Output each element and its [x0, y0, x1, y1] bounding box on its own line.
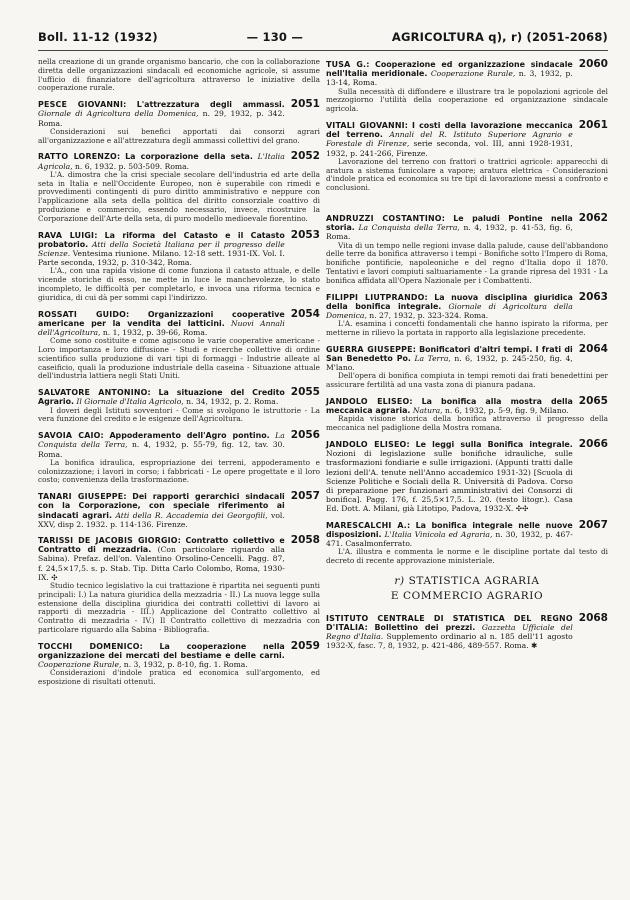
- entry-heading: [326, 60, 608, 88]
- bibliography-entry: [38, 100, 320, 145]
- entry-number: 2064: [578, 342, 608, 355]
- entry-details: vol. XXV, disp 2. 1932. p. 114-136. Firenze.: [38, 510, 285, 529]
- entry-number: 2068: [578, 611, 608, 624]
- entry-number: 2063: [578, 290, 608, 303]
- entry-heading: [38, 388, 320, 406]
- entry-author: TUSA G.:: [326, 60, 370, 69]
- entry-number: 2051: [290, 98, 320, 111]
- entry-citation: [326, 397, 573, 415]
- bibliography-entry: [326, 518, 608, 566]
- entry-details: (Con particolare riguardo alla Sabina). Prefaz. dell'on. Valentino Orsolino-Cencelli. Pagg. 87, f. 24,5×17,5. s. p. Stab. Tip. Ditta Carlo Colombo, Roma, 1930-IX. ✣: [38, 545, 285, 582]
- entry-details: Ventesima riunione. Milano. 12-18 sett. 1931-IX. Vol. I. Parte seconda, 1932, p. 310-342, Roma.: [38, 248, 285, 268]
- entry-title: Le leggi sulla Bonifica integrale.: [415, 440, 573, 449]
- right-entries-top: [326, 60, 608, 193]
- entry-title: Contratto collettivo e Contratto di mezzadria.: [38, 535, 285, 555]
- entry-citation: [38, 231, 285, 268]
- entry-details: n. 6, 1932. p. 503-509. Roma.: [75, 161, 190, 171]
- entry-author: RAVA LUIGI:: [38, 230, 98, 240]
- entry-citation: [38, 152, 285, 170]
- entry-abstract: Vita di un tempo nelle regioni invase dalla palude, cause dell'abbandono delle terre da bonifica attraverso i tempi - Bonifiche sotto l'Impero di Roma, bonifiche pontificie, napoleoniche e del regno d'Italia dopo il 1870. Tentativi e lavori compiuti saltuariamente - La grande ripresa del 1931 - La bonifica affidata all'Opera Nazionale per i Combattenti.: [326, 240, 608, 285]
- entry-abstract: Considerazioni sui benefici apportati dai consorzi agrari all'organizzazione e all'attrezzatura degli ammassi collettivi del grano.: [38, 126, 320, 145]
- entry-heading: [38, 533, 320, 582]
- entry-details: n. 1, 1932, p. 39-66, Roma.: [102, 327, 208, 337]
- left-entries: [38, 100, 320, 687]
- entry-heading: [38, 639, 320, 670]
- left-column: [38, 58, 320, 694]
- entry-title: L'attrezzatura degli ammassi.: [136, 100, 285, 110]
- entry-author: JANDOLO ELISEO:: [326, 440, 410, 449]
- bibliography-entry: [38, 492, 320, 529]
- entry-abstract: Rapida visione storica della bonifica attraverso il progresso della meccanica nel padiglione della Mostra romana.: [326, 414, 608, 433]
- entry-source: Annali del R. Istituto Superiore Agrario e Forestale di Firenze,: [326, 130, 573, 149]
- entry-author: GUERRA GIUSEPPE:: [326, 344, 417, 354]
- entry-title: La cooperazione nella organizzazione dei mercati del bestiame e delle carni.: [38, 641, 285, 660]
- entry-title: La nuova disciplina giuridica della bonifica integrale.: [326, 292, 573, 311]
- right-column: [326, 60, 608, 694]
- entry-author: RATTO LORENZO:: [38, 152, 121, 162]
- entry-number: 2066: [578, 438, 608, 450]
- entry-citation: [38, 431, 285, 459]
- entry-title: La situazione del Credito Agrario.: [38, 388, 285, 407]
- entry-number: 2060: [578, 58, 608, 70]
- entry-citation: [38, 388, 285, 406]
- entry-author: JANDOLO ELISEO:: [326, 397, 413, 406]
- entry-details: serie seconda, vol. III, anni 1928-1931, 1932, p. 241-266, Firenze.: [326, 139, 573, 158]
- entry-source: L'Italia Agricola,: [38, 152, 285, 171]
- bibliography-entry: [326, 60, 608, 114]
- columns: [38, 57, 608, 694]
- entry-author: ROSSATI GUIDO:: [38, 309, 130, 319]
- entry-citation: [38, 310, 285, 338]
- entry-number: 2065: [578, 395, 608, 407]
- entry-citation: [326, 60, 573, 88]
- bibliography-entry: [326, 290, 608, 338]
- bibliography-entry: [326, 342, 608, 390]
- entry-details: n. 30, 1932, p. 467-471. Casalmonferrato.: [326, 529, 573, 549]
- column-gap: [326, 200, 608, 214]
- entry-number: 2067: [578, 518, 608, 531]
- entry-heading: [326, 611, 608, 651]
- entry-details: Nozioni di legislazione sulle bonifiche idrauliche, sulle trasformazioni fondiarie e sulle irrigazioni. (Appunti tratti dalle lezioni dell'A. tenute nell'Anno accademico 1931-32) [Scuola di Scienze Politiche e Sociali della R. Università di Padova. Corso di preparazione per funzionari amministrativi dei Consorzi di bonifica]. Pagg. 176, f. 25,5×17,5. L. 20. (testo litogr.). Casa Ed. Dott. A. Milani, già Litotipo, Padova, 1932-X. ✣✣: [326, 449, 573, 514]
- entry-title: I costi della lavorazione meccanica del terreno.: [326, 121, 573, 140]
- bibliography-entry: [38, 533, 320, 635]
- journal-reference: Boll. 11-12 (1932): [38, 30, 158, 44]
- entry-citation: [326, 345, 573, 373]
- bibliography-entry: [326, 440, 608, 514]
- entry-source: La Terra,: [414, 354, 451, 363]
- bibliography-entry: [38, 152, 320, 223]
- entry-source: Giornale di Agricoltura della Domenica,: [38, 109, 199, 119]
- entry-citation: [326, 440, 573, 514]
- bibliography-entry: [326, 611, 608, 651]
- entry-author: TANARI GIUSEPPE:: [38, 492, 127, 502]
- entry-abstract: Considerazioni d'indole pratica ed economica sull'argomento, ed esposizione di risultati ottenuti.: [38, 668, 320, 687]
- entry-source: Gazzetta Ufficiale del Regno d'Italia.: [326, 623, 573, 642]
- entry-abstract: La bonifica idraulica, espropriazione dei terreni, appoderamento e colonizzazione; i lavori in corso; i fabbricati - Le opere progettate e il loro costo; convenienza della trasformazione.: [38, 457, 320, 485]
- entry-source: La Conquista della Terra,: [358, 223, 460, 233]
- section-heading-line-2: E COMMERCIO AGRARIO: [390, 589, 544, 602]
- entry-source: Il Giornale d'Italia Agricolo,: [76, 397, 184, 407]
- entry-number: 2059: [290, 639, 320, 652]
- bibliography-entry: [38, 431, 320, 485]
- entry-author: VITALI GIOVANNI:: [326, 121, 409, 130]
- entry-details: n. 29, 1932, p. 342. Roma.: [38, 109, 285, 128]
- page-number: — 130 —: [246, 30, 304, 44]
- entry-title: Cooperazione ed organizzazione sindacale nell'Italia meridionale.: [326, 60, 573, 79]
- entry-title: La riforma del Catasto e il Catasto probatorio.: [38, 230, 285, 249]
- entry-source: Atti della Società Italiana per il progresso delle Scienze.: [38, 239, 285, 258]
- entry-details: n. 6, 1932, p. 245-250, fig. 4, M'lano.: [326, 354, 573, 373]
- entry-number: 2061: [578, 119, 608, 131]
- entry-abstract: L'A., con una rapida visione di come funziona il catasto attuale, e delle vicende storiche di esso, ne mette in luce le manchevolezze, lo stato incompleto, le difficoltà per completarlo, e invoca una riforma tecnica e giuridica, di cui dà per sommi capi l'indirizzo.: [38, 266, 320, 302]
- entry-source: L'Italia Vinicola ed Agraria,: [384, 529, 493, 539]
- section-heading: [326, 574, 608, 604]
- bibliography-entry: [326, 214, 608, 286]
- entry-abstract: Come sono costituite e come agiscono le varie cooperative americane - Loro importanza e loro diffusione - Studi e ricerche collettive di ordine scientifico sulla produzione di vari tipi di formaggi - Industrie alleate al caseificio, quali la produzione industriale della caseina - Situazione attuale dell'industria lattiera negli Stati Uniti.: [38, 336, 320, 381]
- entry-citation: [326, 214, 573, 242]
- entry-citation: [38, 642, 285, 670]
- entry-author: TARISSI DE JACOBIS GIORGIO:: [38, 535, 182, 545]
- entry-title: La corporazione della seta.: [125, 152, 253, 162]
- entry-details: n. 34, 1932, p. 2. Roma.: [186, 397, 279, 407]
- entry-author: FILIPPI LIUTPRANDO:: [326, 292, 428, 302]
- entry-details: n. 3, 1932, p. 13-14, Roma.: [326, 69, 573, 88]
- bibliography-entry: [38, 388, 320, 424]
- entry-source: Natura,: [412, 406, 443, 416]
- entry-number: 2056: [290, 429, 320, 442]
- running-head: [38, 30, 608, 51]
- entry-abstract: L'A. illustra e commenta le norme e le discipline portate dal testo di decreto di recente approvazione ministeriale.: [326, 547, 608, 566]
- entry-heading: [326, 290, 608, 321]
- bibliography-entry: [326, 121, 608, 193]
- entry-details: n. 3, 1932, p. 8-10, fig. 1. Roma.: [123, 660, 248, 670]
- entry-source: La Conquista della Terra,: [38, 431, 285, 450]
- entry-citation: [326, 521, 573, 549]
- entry-abstract: Sulla necessità di diffondere e illustrare tra le popolazioni agricole del mezzogiorno l'utilità della cooperazione ed organizzazione sindacale agricola.: [326, 86, 608, 114]
- entry-heading: [38, 228, 320, 268]
- entry-citation: [38, 536, 285, 582]
- bibliography-entry: [38, 228, 320, 303]
- entry-heading: [326, 342, 608, 373]
- entry-details: n. 4, 1932, p. 55-79, fig. 12, tav. 30. Roma.: [38, 440, 285, 459]
- entry-abstract: I doveri degli Istituti sovventori - Come si svolgono le istruttorie - La vera funzione del credito e le esigenze dell'Agricoltura.: [38, 405, 320, 424]
- entry-details: n. 27, 1932, p. 323-324. Roma.: [369, 311, 489, 320]
- entry-title: Bonificatori d'altri tempi. I frati di San Benedetto Po.: [326, 344, 573, 363]
- entry-abstract: L'A. esamina i concetti fondamentali che hanno ispirato la riforma, per metterne in rilievo la portata in rapporto alla legislazione precedente.: [326, 319, 608, 337]
- entry-source: Nuovi Annali dell'Agricoltura,: [38, 318, 285, 337]
- entry-details: Supplemento ordinario al n. 185 dell'11 agosto 1932-X, fasc. 7, 8, 1932, p. 421-486, 489-557. Roma. ✱: [326, 632, 573, 651]
- entry-author: MARESCALCHI A.:: [326, 520, 411, 530]
- entry-title: Bollettino dei prezzi.: [374, 623, 476, 633]
- entry-title: La bonifica alla mostra della meccanica agraria.: [326, 397, 573, 416]
- entry-source: Giornale di Agricoltura della Domenica,: [326, 301, 573, 320]
- entry-heading: [38, 307, 320, 338]
- entry-number: 2052: [290, 150, 320, 163]
- entry-author: ISTITUTO CENTRALE DI STATISTICA DEL REGNO D'ITALIA:: [326, 613, 573, 633]
- entry-abstract: Studio tecnico legislativo la cui trattazione è ripartita nei seguenti punti principali: I.) La natura giuridica della mezzadria - II.) La nuova legge sulla estensione della disciplina giuridica dei contratti collettivi di lavoro ai rapporti di mezzadria - III.) Applicazione del Contratto collettivo al Contratto di mezzadria - IV.) Il Contratto collettivo di mezzadria con particolare riguardo alla Sabina - Bibliografia.: [38, 581, 320, 634]
- section-letter: r): [394, 574, 405, 587]
- entry-title: Organizzazioni cooperative americane per la vendita dei latticini.: [38, 309, 285, 328]
- entry-number: 2058: [290, 533, 320, 546]
- entry-abstract: Lavorazione del terreno con frattori o trattrici agricole: apparecchi di aratura a sistema funicolare a vapore; aratura elettrica - Considerazioni d'indole pratica ed economica su tre tipi di lavorazione messi a confronto e conclusioni.: [326, 156, 608, 193]
- entry-title: Dei rapporti gerarchici sindacali con la Corporazione, con speciale riferimento ai sindacati agrari.: [38, 492, 285, 520]
- entry-abstract: L'A. dimostra che la crisi speciale secolare dell'industria ed arte della seta in Italia e nell'Occidente Europeo, non è superabile con rimedi e provvedimenti contingenti di puro diritto amministrativo e neppure con l'applicazione alla seta della politica del diritto consorziale coattivo di produzione e commercio, essendo necessario, invece, ricostruire la Corporazione dell'Arte della seta, di puro modello medioevale fiorentino.: [38, 169, 320, 223]
- entry-heading: [326, 397, 608, 415]
- section-heading-line-1: [326, 574, 608, 589]
- entry-citation: [326, 293, 573, 321]
- bibliography-entry: [38, 639, 320, 687]
- entry-heading: [326, 214, 608, 242]
- entry-number: 2053: [290, 228, 320, 241]
- entry-heading: [38, 152, 320, 170]
- entry-title: Le paludi Pontine nella storia.: [326, 214, 573, 233]
- entry-heading: [326, 518, 608, 549]
- entry-author: SAVOIA CAIO:: [38, 431, 104, 441]
- right-entries-bottom: [326, 214, 608, 566]
- entry-heading: [38, 100, 320, 128]
- entry-source: Cooperazione Rurale,: [430, 69, 516, 79]
- entry-heading: [38, 492, 320, 529]
- entry-source: Cooperazione Rurale,: [38, 660, 122, 670]
- entry-heading: [326, 440, 608, 514]
- bibliography-entry: [38, 307, 320, 382]
- entry-author: PESCE GIOVANNI:: [38, 100, 127, 110]
- entry-citation: [38, 492, 285, 529]
- entry-title: Appoderamento dell'Agro pontino.: [109, 431, 270, 441]
- entry-author: ANDRUZZI COSTANTINO:: [326, 214, 446, 223]
- entry-details: n. 4, 1932, p. 41-53, fig. 6, Roma.: [326, 223, 573, 242]
- entry-number: 2055: [290, 386, 320, 399]
- continued-abstract: nella creazione di un grande organismo bancario, che con la collaborazione diretta delle organizzazioni sindacali ed economiche agricole, si assume l'ufficio di finanziatore dell'agricoltura attraverso le iniziative della cooperazione rurale.: [38, 57, 320, 93]
- entry-citation: [326, 121, 573, 158]
- entry-number: 2062: [578, 212, 608, 224]
- entry-heading: [38, 431, 320, 459]
- entry-number: 2057: [290, 490, 320, 503]
- section-title: STATISTICA AGRARIA: [408, 574, 540, 587]
- section-range: AGRICOLTURA q), r) (2051-2068): [391, 30, 608, 44]
- entry-source: Atti della R. Accademia dei Georgofili,: [115, 510, 268, 520]
- entry-details: n. 6, 1932, p. 5-9, fig. 9, Milano.: [444, 406, 569, 416]
- entry-heading: [326, 121, 608, 158]
- entry-author: TOCCHI DOMENICO:: [38, 641, 143, 651]
- entry-number: 2054: [290, 307, 320, 320]
- entry-title: La bonifica integrale nelle nuove disposizioni.: [326, 520, 573, 539]
- entry-abstract: Dell'opera di bonifica compiuta in tempi remoti dai frati benedettini per assicurare fertilità ad una vasta zona di pianura padana.: [326, 371, 608, 390]
- entry-author: SALVATORE ANTONINO:: [38, 388, 151, 398]
- entry-citation: [38, 100, 285, 128]
- bibliography-entry: [326, 397, 608, 433]
- right-entries-section: [326, 611, 608, 651]
- entry-citation: [326, 614, 573, 651]
